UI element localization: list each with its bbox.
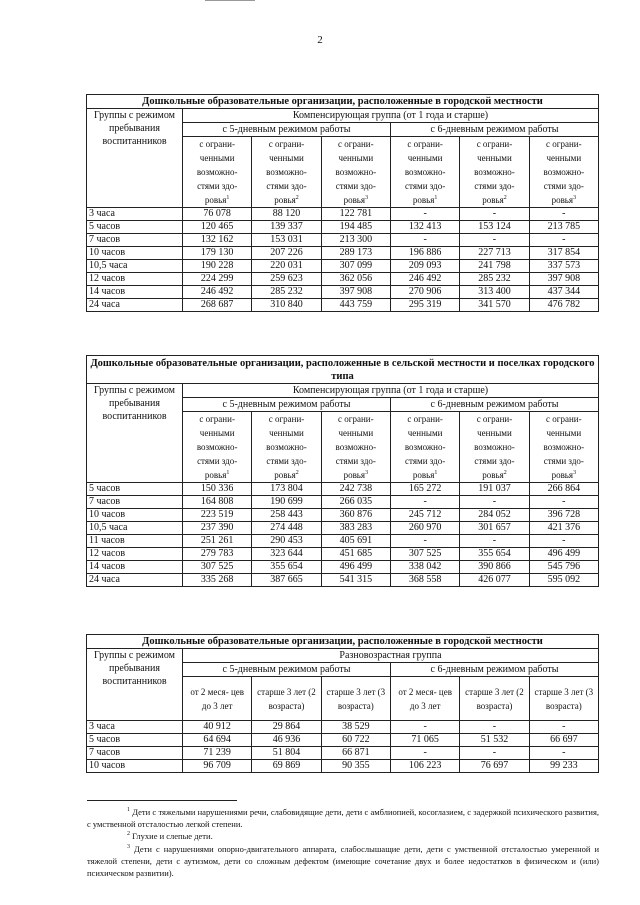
table-row [87, 574, 599, 587]
row-label: 10,5 часа [87, 522, 183, 535]
table-cell: 290 453 [252, 535, 321, 548]
table-cell: 259 623 [252, 273, 321, 286]
table-cell: 496 499 [321, 561, 390, 574]
table-cell: 313 400 [460, 286, 529, 299]
row-label: 10,5 часа [87, 260, 183, 273]
subheader-cell: с ограни- ченными возможно- стями здо- ровья$^3$ [529, 137, 598, 208]
table-cell: 476 782 [529, 299, 598, 312]
table-cell: 421 376 [529, 522, 598, 535]
table-cell: 60 722 [321, 734, 390, 747]
table-title: Дошкольные образовательные организации, расположенные в городской местности [87, 635, 599, 649]
table-cell: 150 336 [183, 483, 252, 496]
table-cell: 190 228 [183, 260, 252, 273]
table-cell: 289 173 [321, 247, 390, 260]
type-header: Компенсирующая группа (от 1 года и старше) [183, 109, 599, 123]
table-cell: 190 699 [252, 496, 321, 509]
type-header: Разновозрастная группа [183, 649, 599, 663]
table-cell: 258 443 [252, 509, 321, 522]
table-cell: 153 031 [252, 234, 321, 247]
table-cell: 165 272 [390, 483, 459, 496]
table-cell: 76 078 [183, 208, 252, 221]
table-cell: 266 864 [529, 483, 598, 496]
table-cell: 405 691 [321, 535, 390, 548]
table-row [87, 208, 599, 221]
table-cell: 71 239 [183, 747, 252, 760]
table-cell: 397 908 [529, 273, 598, 286]
table-cell: 99 233 [529, 760, 598, 773]
table-cell: - [390, 721, 459, 734]
table-cell: 390 866 [460, 561, 529, 574]
row-label: 12 часов [87, 273, 183, 286]
table-cell: - [460, 496, 529, 509]
mode-5-day-header: с 5-дневным режимом работы [183, 123, 391, 137]
table-cell: - [529, 208, 598, 221]
table-cell: - [529, 747, 598, 760]
table-cell: 209 093 [390, 260, 459, 273]
table-row [87, 747, 599, 760]
subheader-cell: с ограни- ченными возможно- стями здо- ровья$^2$ [460, 137, 529, 208]
table-cell: 173 804 [252, 483, 321, 496]
table-cell: 207 226 [252, 247, 321, 260]
table-row [87, 561, 599, 574]
table-cell: 387 665 [252, 574, 321, 587]
table-cell: 122 781 [321, 208, 390, 221]
row-label: 14 часов [87, 561, 183, 574]
table-cell: 541 315 [321, 574, 390, 587]
table-cell: - [460, 208, 529, 221]
table-cell: 284 052 [460, 509, 529, 522]
table-cell: 242 738 [321, 483, 390, 496]
table-rural-compensating [86, 355, 599, 587]
table-cell: 224 299 [183, 273, 252, 286]
row-label: 10 часов [87, 509, 183, 522]
table-cell: 362 056 [321, 273, 390, 286]
table-cell: 76 697 [460, 760, 529, 773]
mode-5-day-header: с 5-дневным режимом работы [183, 398, 391, 412]
table-cell: 132 162 [183, 234, 252, 247]
table-cell: 223 519 [183, 509, 252, 522]
table-cell: 196 886 [390, 247, 459, 260]
table-cell: 397 908 [321, 286, 390, 299]
table-cell: 120 465 [183, 221, 252, 234]
mode-6-day-header: с 6-дневным режимом работы [390, 398, 598, 412]
subheader-cell: от 2 меся- цев до 3 лет [390, 677, 459, 721]
table-cell: 270 906 [390, 286, 459, 299]
mode-6-day-header: с 6-дневным режимом работы [390, 123, 598, 137]
table-cell: - [390, 496, 459, 509]
subheader-cell: старше 3 лет (3 возраста) [529, 677, 598, 721]
table-cell: - [460, 234, 529, 247]
table-cell: 307 099 [321, 260, 390, 273]
table-cell: - [529, 721, 598, 734]
table-cell: 383 283 [321, 522, 390, 535]
mode-6-day-header: с 6-дневным режимом работы [390, 663, 598, 677]
table-cell: 451 685 [321, 548, 390, 561]
subheader-cell: с ограни- ченными возможно- стями здо- ровья$^3$ [321, 137, 390, 208]
table-row [87, 760, 599, 773]
table-cell: 46 936 [252, 734, 321, 747]
subheader-cell: с ограни- ченными возможно- стями здо- ровья$^1$ [183, 412, 252, 483]
table-row [87, 535, 599, 548]
table-urban-compensating [86, 94, 599, 312]
subheader-cell: с ограни- ченными возможно- стями здо- ровья$^2$ [252, 137, 321, 208]
table-cell: 310 840 [252, 299, 321, 312]
table-row [87, 483, 599, 496]
footnote-2: $^2$ Глухие и слепые дети. [127, 831, 213, 841]
table-row [87, 234, 599, 247]
top-rule [205, 0, 255, 1]
table-row [87, 721, 599, 734]
table-cell: 355 654 [460, 548, 529, 561]
table-cell: 437 344 [529, 286, 598, 299]
table-cell: 274 448 [252, 522, 321, 535]
footnote-3: $^3$ Дети с нарушениями опорно-двигательного аппарата, слабослышащие дети, дети с умственной отсталостью умеренной и тяжелой степени, дети с аутизмом, дети со сложным дефектом (имеющие сочетание двух и более недостатков в физическом и (или) психическом развитии). [87, 844, 599, 878]
row-label: 11 часов [87, 535, 183, 548]
table-cell: 285 232 [252, 286, 321, 299]
subheader-cell: с ограни- ченными возможно- стями здо- ровья$^1$ [390, 137, 459, 208]
row-label: 24 часа [87, 299, 183, 312]
table-cell: - [529, 234, 598, 247]
table-cell: 323 644 [252, 548, 321, 561]
table-row [87, 299, 599, 312]
footnote-divider [87, 800, 237, 801]
table-cell: 227 713 [460, 247, 529, 260]
table-cell: 96 709 [183, 760, 252, 773]
table-cell: - [460, 747, 529, 760]
table-cell: - [529, 535, 598, 548]
row-label: 3 часа [87, 208, 183, 221]
subheader-cell: с ограни- ченными возможно- стями здо- ровья$^1$ [183, 137, 252, 208]
table-title: Дошкольные образовательные организации, расположенные в сельской местности и поселках городского типа [87, 356, 599, 384]
row-label: 5 часов [87, 734, 183, 747]
mode-5-day-header: с 5-дневным режимом работы [183, 663, 391, 677]
table-cell: 307 525 [390, 548, 459, 561]
table-cell: 66 871 [321, 747, 390, 760]
table-row [87, 734, 599, 747]
table-row [87, 260, 599, 273]
table-cell: 341 570 [460, 299, 529, 312]
row-label: 7 часов [87, 496, 183, 509]
table-cell: - [390, 747, 459, 760]
table-cell: - [390, 535, 459, 548]
group-header: Группы с режимом пребывания воспитанников [87, 109, 183, 208]
table-cell: 360 876 [321, 509, 390, 522]
table-cell: 213 300 [321, 234, 390, 247]
table-cell: 337 573 [529, 260, 598, 273]
page-number: 2 [317, 34, 323, 46]
table-cell: 51 804 [252, 747, 321, 760]
table-cell: - [460, 535, 529, 548]
table-cell: 260 970 [390, 522, 459, 535]
table-cell: - [390, 234, 459, 247]
table-row [87, 496, 599, 509]
table-cell: 268 687 [183, 299, 252, 312]
table-cell: 307 525 [183, 561, 252, 574]
table-cell: 368 558 [390, 574, 459, 587]
row-label: 5 часов [87, 483, 183, 496]
table-cell: 266 035 [321, 496, 390, 509]
table-cell: 279 783 [183, 548, 252, 561]
table-cell: 213 785 [529, 221, 598, 234]
table-cell: 29 864 [252, 721, 321, 734]
table-cell: 191 037 [460, 483, 529, 496]
row-label: 7 часов [87, 234, 183, 247]
table-cell: 237 390 [183, 522, 252, 535]
row-label: 10 часов [87, 247, 183, 260]
table-cell: 355 654 [252, 561, 321, 574]
table-cell: 245 712 [390, 509, 459, 522]
table-cell: 241 798 [460, 260, 529, 273]
table-cell: 88 120 [252, 208, 321, 221]
table-cell: 301 657 [460, 522, 529, 535]
table-cell: 179 130 [183, 247, 252, 260]
table-cell: 153 124 [460, 221, 529, 234]
table-cell: - [529, 496, 598, 509]
footnote-1: $^1$ Дети с тяжелыми нарушениями речи, слабовидящие дети, дети с амблиопией, косоглазием, с задержкой психического развития, с умственной отсталостью легкой степени. [87, 807, 599, 829]
table-cell: 335 268 [183, 574, 252, 587]
table-urban-mixed-age [86, 634, 599, 773]
table-cell: 246 492 [390, 273, 459, 286]
table-row [87, 273, 599, 286]
table-cell: 194 485 [321, 221, 390, 234]
table-cell: 220 031 [252, 260, 321, 273]
table-cell: 426 077 [460, 574, 529, 587]
row-label: 24 часа [87, 574, 183, 587]
group-header: Группы с режимом пребывания воспитанников [87, 649, 183, 721]
table-cell: 496 499 [529, 548, 598, 561]
table-cell: 251 261 [183, 535, 252, 548]
table-cell: 71 065 [390, 734, 459, 747]
table-cell: 132 413 [390, 221, 459, 234]
table-cell: 106 223 [390, 760, 459, 773]
table-row [87, 247, 599, 260]
table-cell: 396 728 [529, 509, 598, 522]
subheader-cell: старше 3 лет (2 возраста) [460, 677, 529, 721]
row-label: 10 часов [87, 760, 183, 773]
subheader-cell: с ограни- ченными возможно- стями здо- ровья$^2$ [460, 412, 529, 483]
subheader-cell: с ограни- ченными возможно- стями здо- ровья$^3$ [529, 412, 598, 483]
table-cell: 595 092 [529, 574, 598, 587]
subheader-cell: с ограни- ченными возможно- стями здо- ровья$^1$ [390, 412, 459, 483]
table-cell: 51 532 [460, 734, 529, 747]
group-header: Группы с режимом пребывания воспитанников [87, 384, 183, 483]
subheader-cell: с ограни- ченными возможно- стями здо- ровья$^2$ [252, 412, 321, 483]
subheader-cell: старше 3 лет (2 возраста) [252, 677, 321, 721]
table-cell: - [390, 208, 459, 221]
table-title: Дошкольные образовательные организации, расположенные в городской местности [87, 95, 599, 109]
subheader-cell: от 2 меся- цев до 3 лет [183, 677, 252, 721]
subheader-cell: с ограни- ченными возможно- стями здо- ровья$^3$ [321, 412, 390, 483]
table-cell: 545 796 [529, 561, 598, 574]
table-cell: 38 529 [321, 721, 390, 734]
table-cell: 246 492 [183, 286, 252, 299]
row-label: 3 часа [87, 721, 183, 734]
table-cell: 139 337 [252, 221, 321, 234]
table-cell: 69 869 [252, 760, 321, 773]
table-row [87, 221, 599, 234]
row-label: 12 часов [87, 548, 183, 561]
table-cell: 66 697 [529, 734, 598, 747]
table-cell: 338 042 [390, 561, 459, 574]
table-row [87, 509, 599, 522]
table-cell: 40 912 [183, 721, 252, 734]
table-cell: 64 694 [183, 734, 252, 747]
row-label: 5 часов [87, 221, 183, 234]
type-header: Компенсирующая группа (от 1 года и старше) [183, 384, 599, 398]
table-row [87, 522, 599, 535]
table-cell: 317 854 [529, 247, 598, 260]
table-cell: 443 759 [321, 299, 390, 312]
table-cell: - [460, 721, 529, 734]
row-label: 7 часов [87, 747, 183, 760]
subheader-cell: старше 3 лет (3 возраста) [321, 677, 390, 721]
table-cell: 164 808 [183, 496, 252, 509]
table-cell: 295 319 [390, 299, 459, 312]
row-label: 14 часов [87, 286, 183, 299]
table-cell: 285 232 [460, 273, 529, 286]
table-row [87, 286, 599, 299]
table-cell: 90 355 [321, 760, 390, 773]
table-row [87, 548, 599, 561]
